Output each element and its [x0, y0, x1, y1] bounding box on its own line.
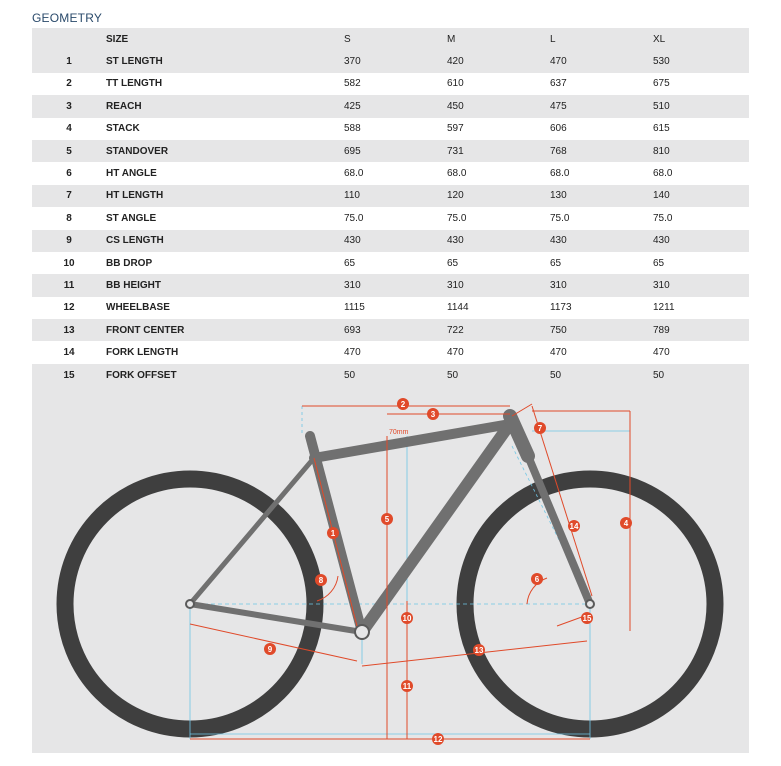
cell-m: 50	[447, 369, 459, 381]
cell-m: 420	[447, 56, 464, 68]
cell-xl: 310	[653, 279, 670, 291]
cell-xl: 789	[653, 324, 670, 336]
cell-m: 722	[447, 324, 464, 336]
cell-l: 130	[550, 190, 567, 202]
row-label: ST LENGTH	[106, 56, 163, 68]
table-row	[32, 140, 749, 162]
marker-15	[581, 612, 593, 624]
cell-s: 425	[344, 100, 361, 112]
cell-m: 610	[447, 78, 464, 90]
geometry-table	[32, 28, 749, 386]
row-number: 6	[66, 168, 72, 180]
cell-l: 75.0	[550, 212, 570, 224]
cell-s: 470	[344, 347, 361, 359]
table-row	[32, 118, 749, 140]
table-row	[32, 319, 749, 341]
svg-text:10: 10	[402, 614, 412, 623]
row-label: FORK OFFSET	[106, 369, 177, 381]
bike-diagram-svg	[32, 386, 749, 753]
row-label: REACH	[106, 100, 142, 112]
row-number: 8	[66, 212, 72, 224]
bottom-bracket	[355, 625, 369, 639]
cell-xl: 675	[653, 78, 670, 90]
svg-text:4: 4	[623, 519, 629, 528]
row-label: BB HEIGHT	[106, 279, 161, 291]
row-label: STANDOVER	[106, 145, 169, 157]
cell-l: 750	[550, 324, 567, 336]
page-title: GEOMETRY	[32, 11, 103, 25]
table-row	[32, 73, 749, 95]
svg-text:3: 3	[430, 410, 436, 419]
cell-xl: 1211	[653, 302, 675, 314]
cell-l: 310	[550, 279, 567, 291]
cell-m: 597	[447, 123, 464, 135]
chain-stay	[190, 604, 362, 632]
row-number: 14	[63, 347, 75, 359]
table-row	[32, 50, 749, 72]
cell-l: 1173	[550, 302, 572, 314]
svg-text:14: 14	[569, 522, 579, 531]
cell-l: 606	[550, 123, 567, 135]
cell-s: 430	[344, 235, 361, 247]
row-number: 7	[66, 190, 72, 202]
marker-1	[327, 527, 339, 539]
table-row	[32, 185, 749, 207]
cell-s: 310	[344, 279, 361, 291]
svg-text:6: 6	[534, 575, 540, 584]
table-row	[32, 274, 749, 296]
cell-xl: 65	[653, 257, 665, 269]
cell-m: 65	[447, 257, 459, 269]
cell-s: 75.0	[344, 212, 364, 224]
cell-m: 470	[447, 347, 464, 359]
table-row	[32, 162, 749, 184]
row-label: FRONT CENTER	[106, 324, 185, 336]
table-row	[32, 230, 749, 252]
marker-13	[473, 644, 485, 656]
header-size: SIZE	[106, 33, 129, 45]
row-label: HT LENGTH	[106, 190, 164, 202]
cell-xl: 470	[653, 347, 670, 359]
table-body	[32, 50, 749, 386]
row-label: TT LENGTH	[106, 78, 163, 90]
cell-m: 310	[447, 279, 464, 291]
svg-text:13: 13	[474, 646, 484, 655]
row-label: HT ANGLE	[106, 168, 157, 180]
top-tube	[314, 424, 510, 458]
table-row	[32, 297, 749, 319]
cell-s: 65	[344, 257, 356, 269]
geometry-diagram	[32, 386, 749, 753]
cell-xl: 68.0	[653, 168, 673, 180]
marker-9	[264, 643, 276, 655]
svg-text:8: 8	[318, 576, 324, 585]
table-row	[32, 364, 749, 386]
row-number: 9	[66, 235, 72, 247]
stack-offset-label: 70mm	[389, 429, 409, 436]
cell-l: 65	[550, 257, 562, 269]
cell-xl: 510	[653, 100, 670, 112]
row-label: BB DROP	[106, 257, 153, 269]
row-number: 13	[63, 324, 75, 336]
cell-l: 470	[550, 347, 567, 359]
marker-2	[397, 398, 409, 410]
cell-m: 430	[447, 235, 464, 247]
cell-m: 731	[447, 145, 464, 157]
svg-text:7: 7	[537, 424, 543, 433]
cell-s: 695	[344, 145, 361, 157]
row-number: 10	[63, 257, 75, 269]
marker-3	[427, 408, 439, 420]
svg-text:15: 15	[582, 614, 592, 623]
svg-text:2: 2	[400, 400, 406, 409]
cell-s: 68.0	[344, 168, 364, 180]
cell-m: 1144	[447, 302, 469, 314]
cell-m: 120	[447, 190, 464, 202]
row-number: 2	[66, 78, 72, 90]
cell-s: 110	[344, 190, 360, 202]
svg-text:1: 1	[330, 529, 336, 538]
svg-text:9: 9	[267, 645, 273, 654]
row-number: 4	[66, 123, 72, 135]
row-number: 12	[63, 302, 75, 314]
header-num	[32, 28, 106, 50]
cell-xl: 50	[653, 369, 665, 381]
cell-m: 450	[447, 100, 464, 112]
marker-11	[401, 680, 413, 692]
cell-l: 50	[550, 369, 562, 381]
row-number: 1	[66, 56, 72, 68]
row-label: WHEELBASE	[106, 302, 170, 314]
row-label: CS LENGTH	[106, 235, 164, 247]
rear-axle	[186, 600, 194, 608]
table-header-row	[32, 28, 749, 50]
cell-s: 588	[344, 123, 361, 135]
marker-12	[432, 733, 444, 745]
row-label: ST ANGLE	[106, 212, 157, 224]
cell-s: 582	[344, 78, 361, 90]
marker-8	[315, 574, 327, 586]
row-number: 5	[66, 145, 72, 157]
cell-l: 430	[550, 235, 567, 247]
cell-m: 68.0	[447, 168, 467, 180]
cell-xl: 615	[653, 123, 670, 135]
head-tube	[510, 416, 528, 456]
cell-l: 768	[550, 145, 567, 157]
cell-s: 693	[344, 324, 361, 336]
marker-14	[568, 520, 580, 532]
cell-s: 370	[344, 56, 361, 68]
cell-l: 637	[550, 78, 567, 90]
row-label: STACK	[106, 123, 140, 135]
table-row	[32, 95, 749, 117]
front-axle	[586, 600, 594, 608]
header-l: L	[550, 33, 556, 45]
cell-xl: 430	[653, 235, 670, 247]
row-number: 15	[63, 369, 75, 381]
svg-text:5: 5	[384, 515, 390, 524]
svg-text:11: 11	[402, 682, 412, 691]
row-number: 11	[63, 279, 75, 291]
cell-xl: 810	[653, 145, 670, 157]
marker-10	[401, 612, 413, 624]
marker-4	[620, 517, 632, 529]
table-row	[32, 252, 749, 274]
cell-l: 470	[550, 56, 567, 68]
row-label: FORK LENGTH	[106, 347, 179, 359]
cell-xl: 75.0	[653, 212, 673, 224]
cell-xl: 530	[653, 56, 670, 68]
cell-m: 75.0	[447, 212, 467, 224]
cell-s: 50	[344, 369, 356, 381]
header-s: S	[344, 33, 351, 45]
header-xl: XL	[653, 33, 666, 45]
header-m: M	[447, 33, 456, 45]
marker-6	[531, 573, 543, 585]
row-number: 3	[66, 100, 72, 112]
svg-text:12: 12	[433, 735, 443, 744]
cell-l: 475	[550, 100, 567, 112]
table-row	[32, 207, 749, 229]
cell-s: 1115	[344, 302, 365, 314]
table-row	[32, 341, 749, 363]
marker-7	[534, 422, 546, 434]
cell-xl: 140	[653, 190, 670, 202]
marker-5	[381, 513, 393, 525]
cell-l: 68.0	[550, 168, 570, 180]
